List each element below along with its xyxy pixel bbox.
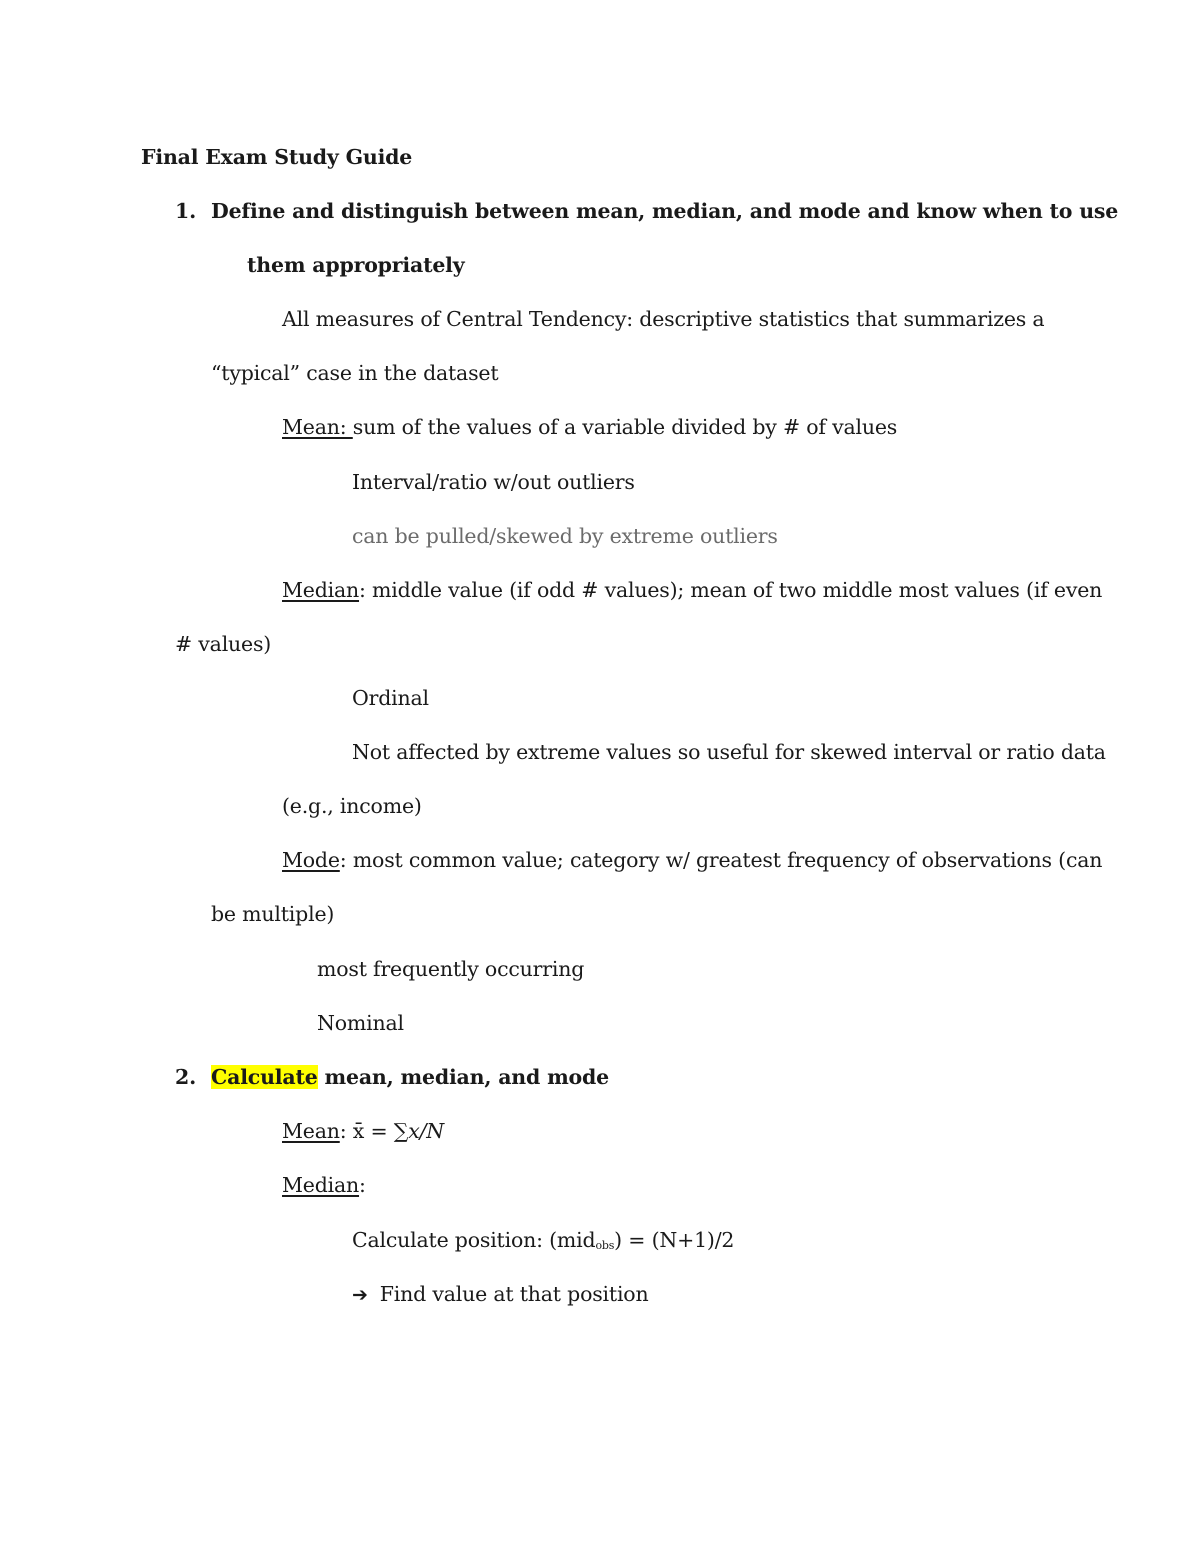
question-2-heading: [175, 1063, 609, 1091]
question-2-highlight: Calculate: [211, 1065, 318, 1089]
mean-label: Mean:: [282, 415, 353, 439]
mean-formula-expression: ∑x/N: [393, 1119, 445, 1143]
median-position-suffix: ) = (N+1)/2: [614, 1228, 735, 1252]
mode-label: Mode: [282, 848, 340, 872]
mean-formula-sep: :: [339, 1119, 353, 1143]
median-calc-colon: :: [359, 1173, 366, 1197]
median-text-line1: : middle value (if odd # values); mean of two middle most values (if even: [359, 578, 1103, 602]
median-calc-label: Median: [282, 1173, 360, 1197]
median-note-line1: Not affected by extreme values so useful for skewed interval or ratio data: [352, 740, 1106, 764]
question-1-number: 1.: [175, 199, 197, 223]
mean-formula-xbar: x̄: [352, 1119, 365, 1143]
arrow-right-icon: ➔: [352, 1284, 368, 1306]
mode-use: Nominal: [317, 1011, 404, 1035]
mean-formula-equals: =: [364, 1119, 394, 1143]
question-1-heading-line2: them appropriately: [247, 253, 465, 277]
question-1-heading: [175, 197, 1118, 225]
median-position-formula: [352, 1226, 734, 1260]
median-position-subscript: obs: [595, 1239, 615, 1252]
mode-text-line1: : most common value; category w/ greatest frequency of observations (can: [339, 848, 1103, 872]
mode-text-line2: be multiple): [211, 902, 335, 926]
mode-definition: [282, 846, 1102, 874]
median-step-text: Find value at that position: [379, 1282, 649, 1306]
median-position-prefix: Calculate position: (mid: [352, 1228, 596, 1252]
median-step: [352, 1280, 648, 1309]
mean-formula: [282, 1117, 444, 1145]
median-label: Median: [282, 578, 360, 602]
median-use: Ordinal: [352, 686, 429, 710]
median-note-line2: (e.g., income): [282, 794, 422, 818]
mean-definition: [282, 413, 897, 441]
mode-note: most frequently occurring: [317, 957, 585, 981]
question-1-heading-line1: Define and distinguish between mean, median, and mode and know when to use: [211, 199, 1119, 223]
question-2-rest: mean, median, and mode: [317, 1065, 610, 1089]
median-text-line2: # values): [175, 632, 272, 656]
central-tendency-line1: All measures of Central Tendency: descriptive statistics that summarizes a: [282, 307, 1045, 331]
mean-use: Interval/ratio w/out outliers: [352, 470, 635, 494]
mean-text: sum of the values of a variable divided by # of values: [352, 415, 898, 439]
median-calc-heading: [282, 1171, 366, 1199]
document-title: Final Exam Study Guide: [141, 145, 413, 169]
question-2-number: 2.: [175, 1065, 197, 1089]
mean-formula-label: Mean: [282, 1119, 340, 1143]
mean-note: can be pulled/skewed by extreme outliers: [352, 524, 778, 548]
central-tendency-line2: “typical” case in the dataset: [211, 361, 499, 385]
median-definition: [282, 576, 1102, 604]
